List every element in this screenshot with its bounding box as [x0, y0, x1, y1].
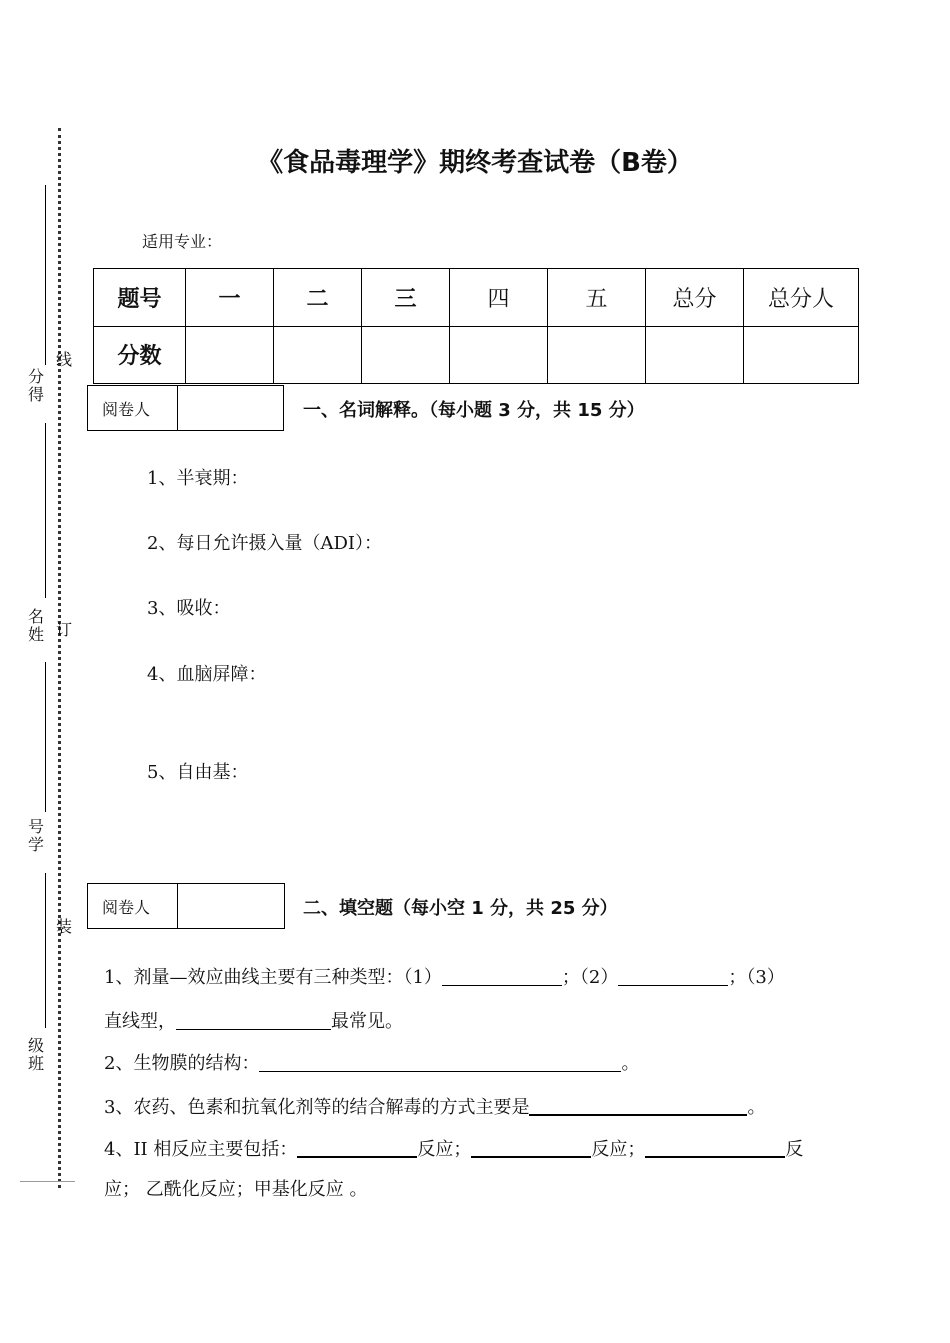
binding-segment	[45, 662, 46, 812]
fill-question-4-line2: 应； 乙酰化反应；甲基化反应 。	[104, 1179, 368, 1200]
answer-blank[interactable]	[471, 1136, 591, 1158]
score-header-cell: 二	[274, 269, 362, 327]
definition-item: 4、血脑屏障：	[147, 664, 267, 685]
score-cell[interactable]	[548, 326, 646, 384]
definition-item: 2、每日允许摄入量（ADI）：	[147, 533, 382, 554]
score-header-cell: 总分	[646, 269, 744, 327]
grader-label: 阅卷人	[88, 884, 178, 929]
binding-foot-rule	[20, 1181, 75, 1182]
score-cell[interactable]	[646, 326, 744, 384]
grader-label: 阅卷人	[88, 386, 178, 431]
fill-question-1-line2: 直线型， 最常见。	[104, 1011, 403, 1032]
binding-segment	[45, 423, 46, 598]
fill-question-1: 1、剂量—效应曲线主要有三种类型：（1） ；（2） ；（3）	[104, 967, 785, 988]
score-table-header-row	[94, 269, 859, 327]
grader-box	[87, 883, 285, 929]
definition-item: 5、自由基：	[147, 762, 249, 783]
answer-blank[interactable]	[645, 1136, 785, 1158]
answer-blank[interactable]	[618, 965, 728, 986]
fill-question-2: 2、生物膜的结构： 。	[104, 1053, 640, 1074]
score-header-cell: 题号	[94, 269, 186, 327]
binding-mark-line: 线	[56, 350, 73, 369]
score-cell[interactable]	[362, 326, 450, 384]
score-header-cell: 四	[450, 269, 548, 327]
answer-blank[interactable]	[176, 1009, 331, 1030]
binding-label-student-id: 号 学	[27, 817, 44, 854]
binding-dotted-line	[58, 128, 61, 1188]
major-label: 适用专业：	[142, 232, 223, 251]
answer-blank[interactable]	[442, 965, 562, 986]
binding-mark-ding: 订	[56, 620, 73, 639]
section1-heading: 一、名词解释。（每小题 3 分，共 15 分）	[303, 400, 645, 421]
score-cell[interactable]	[274, 326, 362, 384]
score-table	[93, 268, 859, 384]
section2-heading: 二、填空题（每小空 1 分，共 25 分）	[303, 898, 618, 919]
binding-label-name: 名 姓	[27, 607, 44, 644]
score-cell[interactable]	[450, 326, 548, 384]
score-header-cell: 五	[548, 269, 646, 327]
definition-item: 3、吸收：	[147, 598, 231, 619]
answer-blank[interactable]	[529, 1094, 747, 1116]
score-header-cell: 三	[362, 269, 450, 327]
grader-signature-cell[interactable]	[178, 884, 285, 929]
binding-segment	[45, 185, 46, 365]
score-table-score-row	[94, 326, 859, 384]
binding-segment	[45, 873, 46, 1028]
score-header-cell: 总分人	[744, 269, 859, 327]
binding-mark-zhuang: 装	[56, 917, 73, 936]
grader-signature-cell[interactable]	[178, 386, 284, 431]
answer-blank[interactable]	[259, 1051, 621, 1072]
score-row-label: 分数	[94, 326, 186, 384]
grader-box	[87, 385, 284, 431]
fill-question-4: 4、II 相反应主要包括： 反应； 反应； 反	[104, 1136, 854, 1162]
exam-title: 《食品毒理学》期终考查试卷（B卷）	[257, 148, 693, 178]
binding-label-score: 分 得	[27, 367, 44, 404]
score-cell[interactable]	[186, 326, 274, 384]
binding-label-class: 级 班	[27, 1036, 44, 1073]
answer-blank[interactable]	[297, 1136, 417, 1158]
definition-item: 1、半衰期：	[147, 468, 249, 489]
score-cell[interactable]	[744, 326, 859, 384]
fill-question-3: 3、农药、色素和抗氧化剂等的结合解毒的方式主要是 。	[104, 1094, 854, 1120]
score-header-cell: 一	[186, 269, 274, 327]
